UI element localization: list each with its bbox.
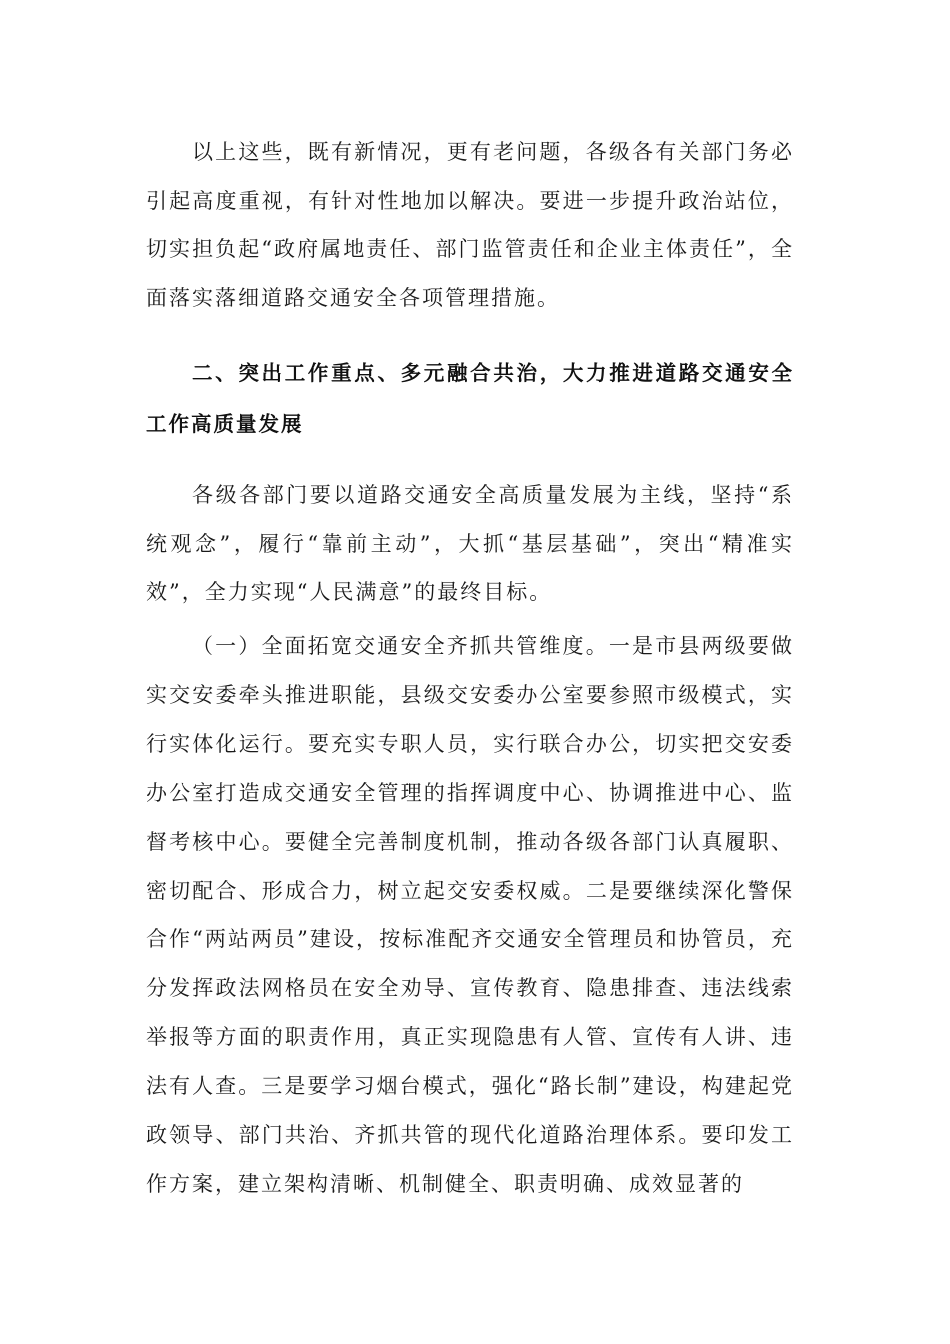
paragraph-intro: 以上这些，既有新情况，更有老问题，各级各有关部门务必引起高度重视，有针对性地加以解决。要进一步提升政治站位，切实担负起“政府属地责任、部门监管责任和企业主体责任”，全面落实落细道路交通安全各项管理措施。 xyxy=(146,140,794,310)
section-heading: 二、突出工作重点、多元融合共治，大力推进道路交通安全工作高质量发展 xyxy=(146,361,794,436)
paragraph-main-line: 各级各部门要以道路交通安全高质量发展为主线，坚持“系统观念”，履行“靠前主动”，大抓“基层基础”，突出“精准实效”，全力实现“人民满意”的最终目标。 xyxy=(146,483,794,605)
paragraph-subsection-one: （一）全面拓宽交通安全齐抓共管维度。一是市县两级要做实交安委牵头推进职能，县级交安委办公室要参照市级模式，实行实体化运行。要充实专职人员，实行联合办公，切实把交安委办公室打造成交通安全管理的指挥调度中心、协调推进中心、监督考核中心。要健全完善制度机制，推动各级各部门认真履职、密切配合、形成合力，树立起交安委权威。二是要继续深化警保合作“两站两员”建设，按标准配齐交通安全管理员和协管员，充分发挥政法网格员在安全劝导、宣传教育、隐患排查、违法线索举报等方面的职责作用，真正实现隐患有人管、宣传有人讲、违法有人查。三是要学习烟台模式，强化“路长制”建设，构建起党政领导、部门共治、齐抓共管的现代化道路治理体系。要印发工作方案，建立架构清晰、机制健全、职责明确、成效显著的 xyxy=(146,634,794,1196)
